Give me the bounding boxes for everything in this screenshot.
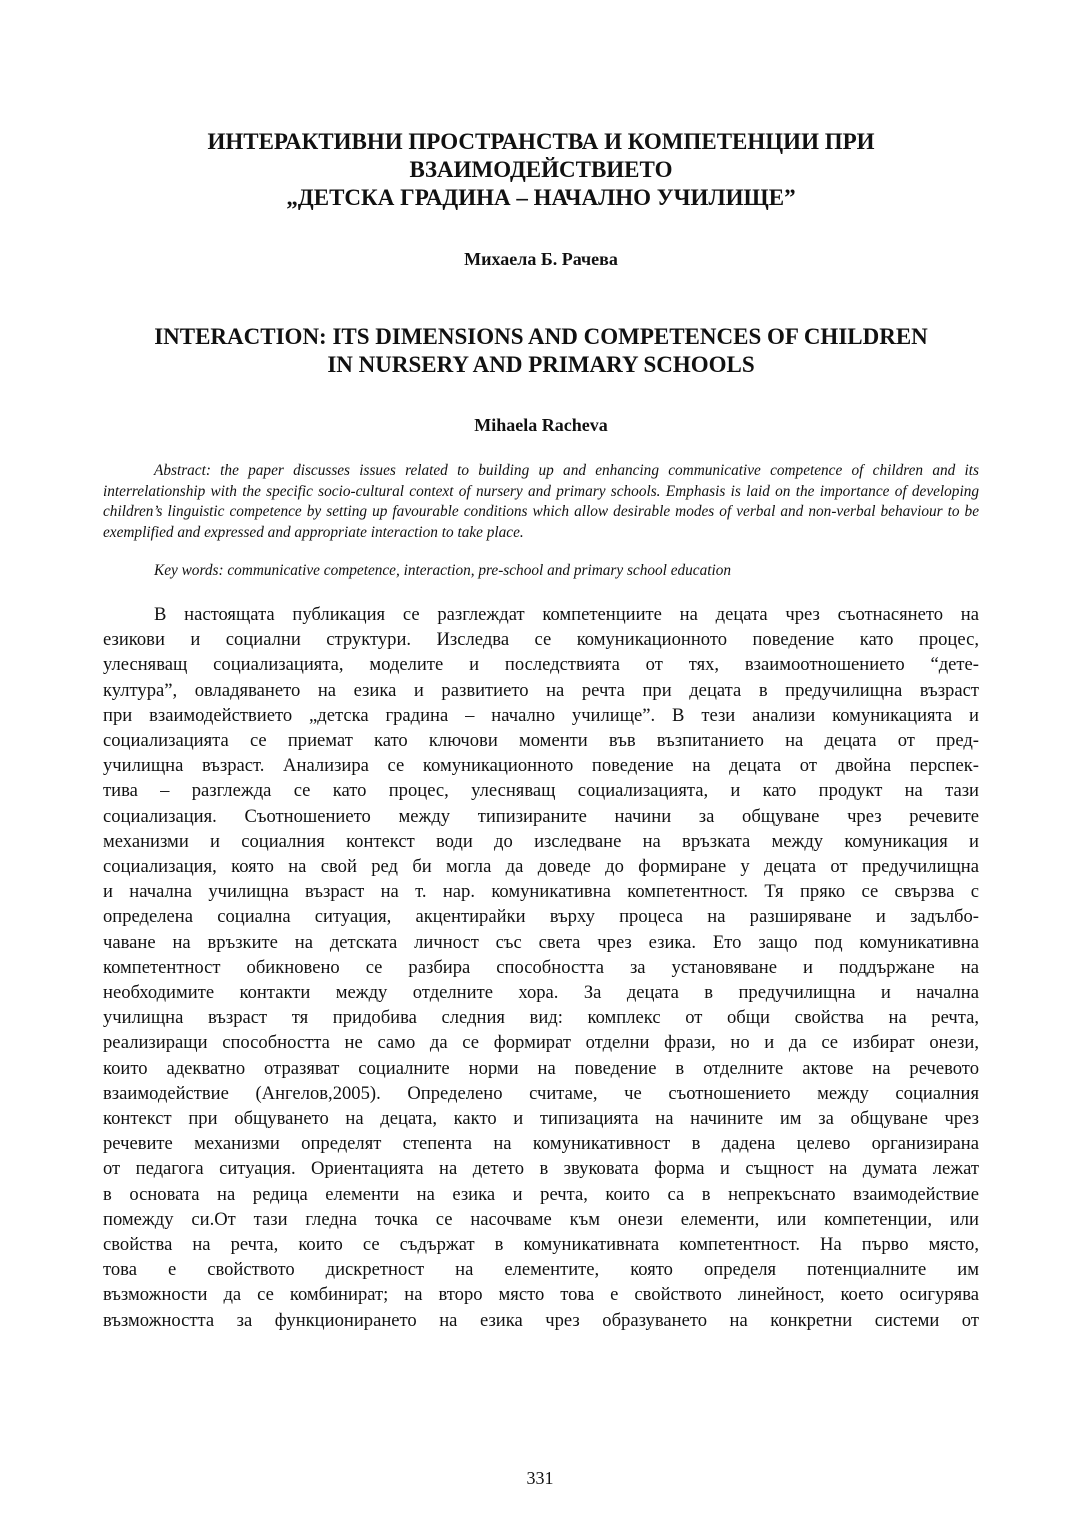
body-line: това е свойството дискретност на елементите, която определя потенциалните им — [103, 1259, 979, 1281]
title-bulgarian — [103, 128, 979, 212]
title-bg-line: ИНТЕРАКТИВНИ ПРОСТРАНСТВА И КОМПЕТЕНЦИИ ПРИ — [207, 129, 875, 154]
body-line: контекст при общуването на децата, както и типизацията на начините им за общуване чрез — [103, 1108, 979, 1130]
body-line: в основата на редица елементи на езика и речта, които са в непрекъснато взаимодействие — [103, 1183, 979, 1205]
body-line: В настоящата публикация се разглеждат компетенциите на децата чрез съотнасянето на — [154, 603, 979, 625]
body-line: социализацията се приемат като ключови моменти във възпитанието на децата от пред- — [103, 729, 979, 751]
title-en-line: INTERACTION: ITS DIMENSIONS AND COMPETENCES OF CHILDREN — [154, 324, 928, 349]
body-line: улесняващ социализацията, моделите и последствията от тях, взаимоотношението “дете- — [103, 654, 979, 676]
author-bulgarian: Михаела Б. Рачева — [464, 249, 618, 269]
body-line: необходимите контакти между отделните хора. За децата в предучилищна и начална — [103, 982, 979, 1004]
title-bg-line: ВЗАИМОДЕЙСТВИЕТО — [409, 157, 673, 182]
paper-page — [103, 128, 979, 1333]
body-line: помежду си.От тази гледна точка се насочваме към онези елементи, или компетенции, или — [103, 1208, 979, 1230]
body-line: култура”, овладяването на езика и развитието на речта при децата в предучилищна възраст — [103, 679, 979, 701]
body-line: чаване на връзките на детската личност със света чрез езика. Ето защо под комуникативна — [103, 931, 979, 953]
body-line: социализация, която на свой ред би могла да доведе до формиране у децата от предучилищна — [103, 856, 979, 877]
body-line: при взаимодействието „детска градина – начално училище”. В тези анализи комуникацията и — [103, 704, 979, 726]
title-english — [103, 323, 979, 379]
author-english: Mihaela Racheva — [474, 415, 608, 435]
body-line: реализиращи способността не само да се формират отделни фрази, но и да се избират онези, — [103, 1032, 979, 1054]
body-line: училищна възраст. Анализира се комуникационното поведение на децата от двойна перспек- — [103, 755, 979, 777]
title-bg-line: „ДЕТСКА ГРАДИНА – НАЧАЛНО УЧИЛИЩЕ” — [286, 185, 796, 210]
body-line: тива – разглежда се като процес, улесняващ социализацията, и като продукт на тази — [103, 780, 979, 802]
keywords: Key words: communicative competence, interaction, pre-school and primary school education — [154, 562, 732, 580]
body-line: езикови и социални структури. Изследва се комуникационното поведение като процес, — [103, 629, 979, 651]
body-paragraph — [103, 602, 979, 1333]
body-line: възможности да се комбинират; на второ място това е свойството линейност, което осигурява — [103, 1284, 979, 1306]
page-number: 331 — [526, 1468, 554, 1488]
body-line: определена социална ситуация, акцентирайки върху процеса на разширяване и задълбо- — [103, 906, 979, 928]
body-line: компетентност обикновено се разбира способността за установяване и поддържане на — [103, 956, 979, 978]
abstract: Abstract: the paper discusses issues related to building up and enhancing communicative competence of children and its interrelationship with the specific socio-cultural context of nursery and primary schools. Emphasis is laid on the importance of developing children’s linguistic competence by setting up favourable conditions which allow desirable modes of verbal and non-verbal behaviour to be exemplified and expressed and appropriate interaction to take place. — [103, 462, 979, 541]
body-line: механизми и социалния контекст води до изследване на връзката между комуникация и — [103, 830, 979, 852]
body-line: от педагога ситуация. Ориентацията на детето в звуковата форма и същност на думата лежат — [103, 1158, 979, 1180]
title-en-line: IN NURSERY AND PRIMARY SCHOOLS — [327, 352, 755, 377]
body-line: свойства на речта, които се съдържат в комуникативната компетентност. На първо място, — [103, 1234, 979, 1256]
body-line: речевите механизми определят степента на комуникативност в дадена целево организирана — [103, 1133, 979, 1155]
body-line: и начална училищна възраст на т. нар. комуникативна компетентност. Тя пряко се свързва с — [103, 881, 979, 903]
body-line: училищна възраст тя придобива следния вид: комплекс от общи свойства на речта, — [103, 1007, 979, 1029]
body-line: взаимодействие (Ангелов,2005). Определено считаме, че съотношението между социалния — [103, 1082, 979, 1104]
body-line: социализация. Съотношението между типизираните начини за общуване чрез речевите — [103, 805, 979, 827]
body-line: които адекватно отразяват социалните норми на поведение в отделните актове на речевото — [103, 1057, 979, 1079]
body-line: възможността за функционирането на езика чрез образуването на конкретни системи от — [103, 1309, 979, 1331]
